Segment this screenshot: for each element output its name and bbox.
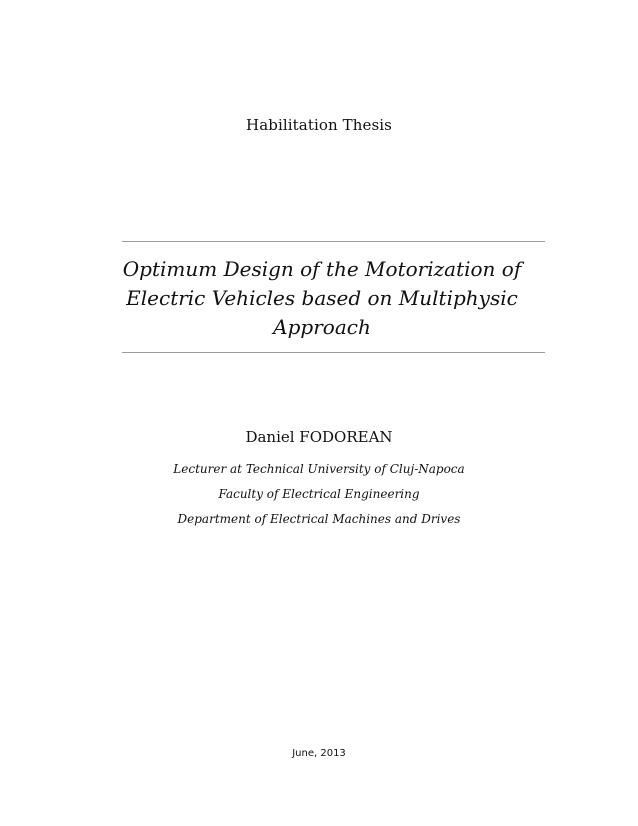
thesis-title xyxy=(122,255,522,342)
author-name: Daniel FODOREAN xyxy=(245,428,393,446)
thesis-type-label: Habilitation Thesis xyxy=(246,116,392,134)
thesis-date: June, 2013 xyxy=(292,748,346,759)
affiliation-position: Lecturer at Technical University of Cluj-Napoca xyxy=(173,462,465,476)
thesis-title-line-1: Optimum Design of the Motorization of xyxy=(122,257,522,281)
affiliation-department: Department of Electrical Machines and Drives xyxy=(177,512,461,526)
title-top-divider xyxy=(122,241,545,242)
affiliation-faculty: Faculty of Electrical Engineering xyxy=(218,487,420,501)
thesis-title-line-2: Electric Vehicles based on Multiphysic xyxy=(126,286,518,310)
thesis-title-line-3: Approach xyxy=(273,315,371,339)
title-bottom-divider xyxy=(122,352,545,353)
